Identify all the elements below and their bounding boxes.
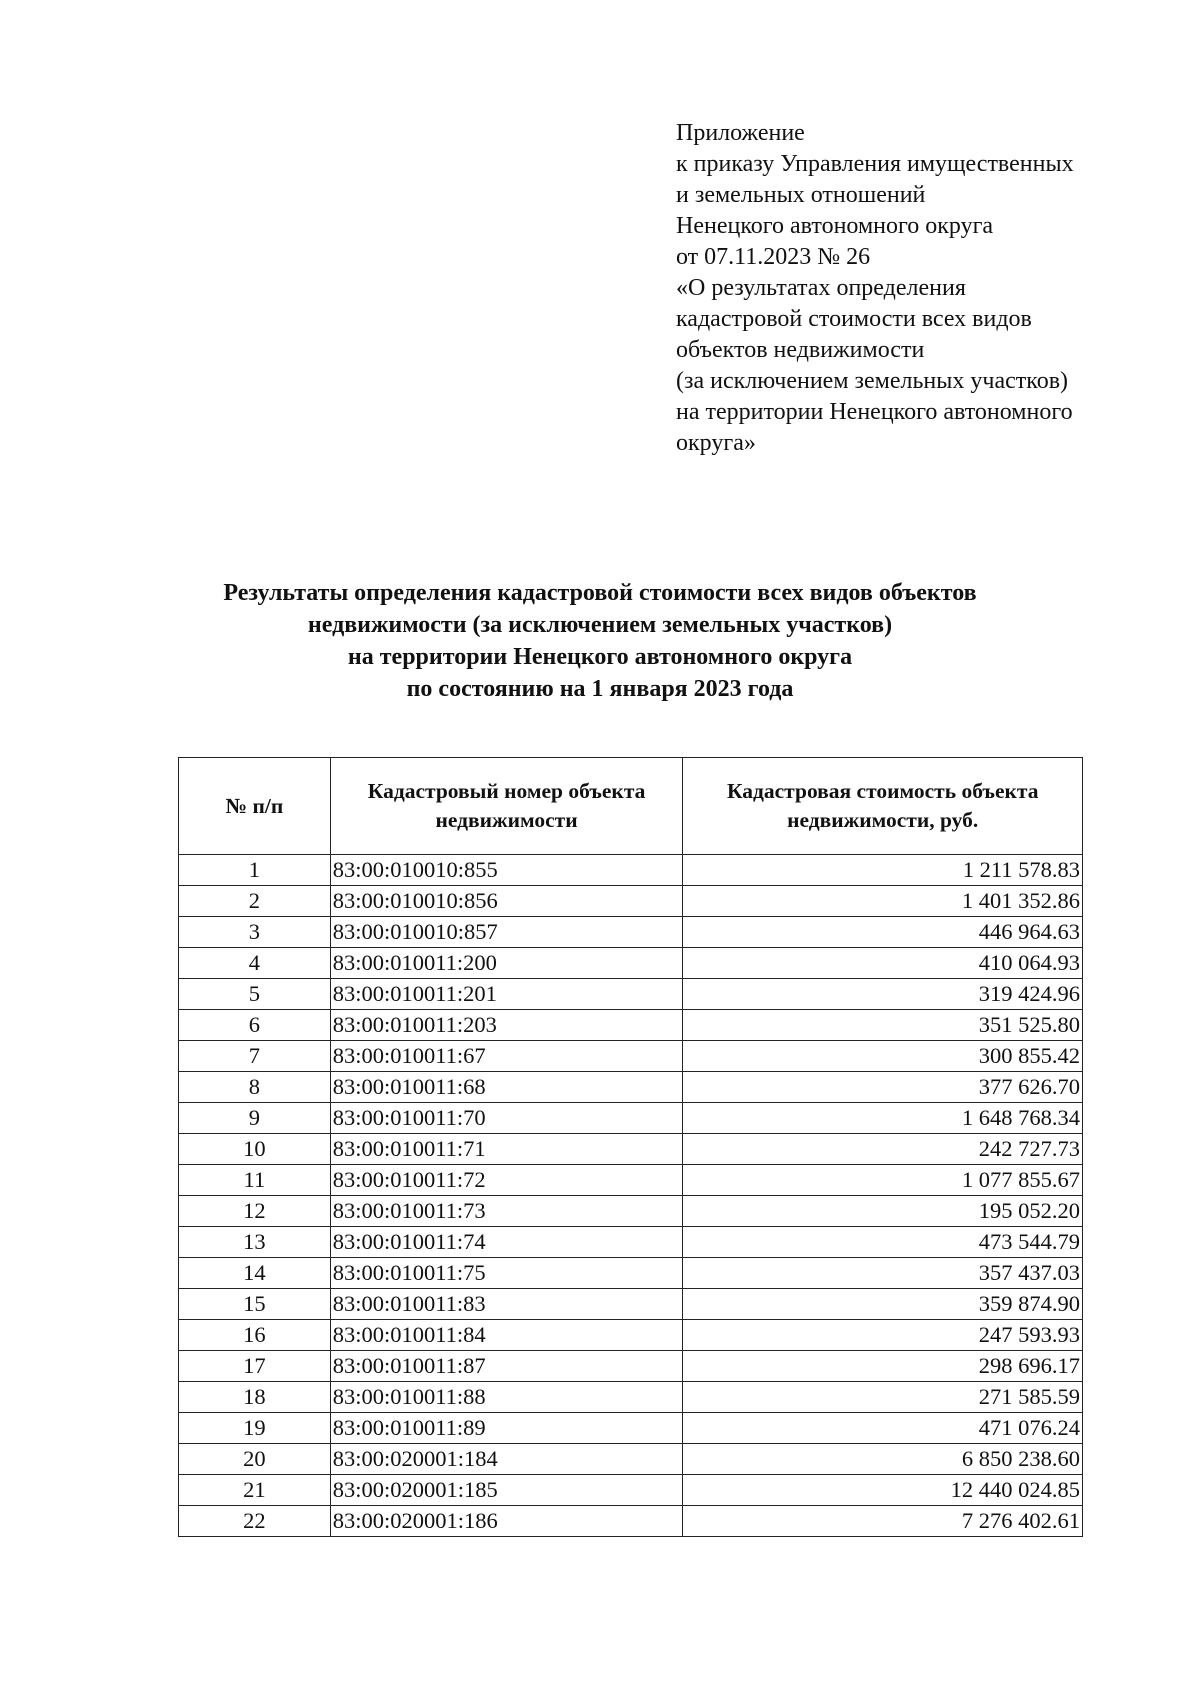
cadastral-number-cell: 83:00:010010:857 (330, 917, 683, 948)
table-row (179, 1475, 1083, 1506)
cadastral-value-cell: 1 648 768.34 (683, 1103, 1083, 1134)
appendix-line: объектов недвижимости (676, 337, 925, 363)
appendix-line: Приложение (676, 120, 805, 146)
cadastral-number-cell: 83:00:010011:75 (330, 1258, 683, 1289)
table-body (179, 855, 1083, 1537)
table-row (179, 1041, 1083, 1072)
cadastral-value-cell: 410 064.93 (683, 948, 1083, 979)
cadastral-value-cell: 357 437.03 (683, 1258, 1083, 1289)
cadastral-number-cell: 83:00:010011:68 (330, 1072, 683, 1103)
cadastral-value-cell: 351 525.80 (683, 1010, 1083, 1041)
row-number-cell: 1 (179, 855, 331, 886)
cadastral-number-cell: 83:00:010011:203 (330, 1010, 683, 1041)
table-row (179, 1382, 1083, 1413)
cadastral-number-cell: 83:00:020001:186 (330, 1506, 683, 1537)
table-row (179, 855, 1083, 886)
appendix-line: «О результатах определения (676, 275, 966, 301)
appendix-line: и земельных отношений (676, 182, 926, 208)
row-number-cell: 3 (179, 917, 331, 948)
cadastral-number-cell: 83:00:010011:89 (330, 1413, 683, 1444)
row-number-cell: 16 (179, 1320, 331, 1351)
cadastral-number-cell: 83:00:010011:200 (330, 948, 683, 979)
row-number-cell: 17 (179, 1351, 331, 1382)
appendix-line: кадастровой стоимости всех видов (676, 306, 1032, 332)
appendix-line: к приказу Управления имущественных (676, 151, 1074, 177)
row-number-cell: 7 (179, 1041, 331, 1072)
cadastral-number-cell: 83:00:010011:84 (330, 1320, 683, 1351)
table-row (179, 1010, 1083, 1041)
appendix-note (676, 118, 1156, 459)
row-number-cell: 5 (179, 979, 331, 1010)
cadastral-value-cell: 359 874.90 (683, 1289, 1083, 1320)
table-row (179, 1103, 1083, 1134)
appendix-line: на территории Ненецкого автономного (676, 399, 1073, 425)
appendix-line: (за исключением земельных участков) (676, 368, 1069, 394)
row-number-cell: 21 (179, 1475, 331, 1506)
cadastral-number-cell: 83:00:010011:71 (330, 1134, 683, 1165)
row-number-cell: 20 (179, 1444, 331, 1475)
table-row (179, 1258, 1083, 1289)
cadastral-value-cell: 319 424.96 (683, 979, 1083, 1010)
title-line: недвижимости (за исключением земельных участков) (307, 612, 893, 638)
row-number-cell: 19 (179, 1413, 331, 1444)
row-number-cell: 13 (179, 1227, 331, 1258)
row-number-cell: 12 (179, 1196, 331, 1227)
table-row (179, 917, 1083, 948)
row-number-cell: 6 (179, 1010, 331, 1041)
cadastral-value-cell: 195 052.20 (683, 1196, 1083, 1227)
appendix-line: от 07.11.2023 № 26 (676, 244, 871, 270)
title-line: на территории Ненецкого автономного округа (347, 644, 853, 670)
row-number-cell: 10 (179, 1134, 331, 1165)
cadastral-value-cell: 247 593.93 (683, 1320, 1083, 1351)
cadastral-number-cell: 83:00:010011:67 (330, 1041, 683, 1072)
cadastral-value-cell: 271 585.59 (683, 1382, 1083, 1413)
table-row (179, 1165, 1083, 1196)
row-number-cell: 9 (179, 1103, 331, 1134)
table-row (179, 1289, 1083, 1320)
row-number-cell: 14 (179, 1258, 331, 1289)
cadastral-value-cell: 446 964.63 (683, 917, 1083, 948)
row-number-cell: 22 (179, 1506, 331, 1537)
cadastral-value-cell: 471 076.24 (683, 1413, 1083, 1444)
table-row (179, 1351, 1083, 1382)
table-row (179, 1072, 1083, 1103)
cadastral-value-cell: 12 440 024.85 (683, 1475, 1083, 1506)
table-row (179, 1444, 1083, 1475)
cadastral-number-cell: 83:00:010011:87 (330, 1351, 683, 1382)
cadastral-value-table (178, 757, 1083, 1537)
table-header (179, 758, 1083, 855)
cadastral-number-cell: 83:00:010011:88 (330, 1382, 683, 1413)
cadastral-number-cell: 83:00:010010:856 (330, 886, 683, 917)
cadastral-number-cell: 83:00:010011:83 (330, 1289, 683, 1320)
table-row (179, 979, 1083, 1010)
cadastral-number-cell: 83:00:010011:74 (330, 1227, 683, 1258)
cadastral-value-cell: 242 727.73 (683, 1134, 1083, 1165)
cadastral-number-cell: 83:00:020001:185 (330, 1475, 683, 1506)
row-number-cell: 4 (179, 948, 331, 979)
cadastral-number-cell: 83:00:010010:855 (330, 855, 683, 886)
cadastral-value-cell: 6 850 238.60 (683, 1444, 1083, 1475)
cadastral-value-cell: 7 276 402.61 (683, 1506, 1083, 1537)
row-number-cell: 11 (179, 1165, 331, 1196)
cadastral-value-cell: 377 626.70 (683, 1072, 1083, 1103)
cadastral-number-cell: 83:00:020001:184 (330, 1444, 683, 1475)
row-number-cell: 15 (179, 1289, 331, 1320)
row-number-cell: 2 (179, 886, 331, 917)
table-row (179, 1506, 1083, 1537)
appendix-line: Ненецкого автономного округа (676, 213, 994, 239)
row-number-cell: 18 (179, 1382, 331, 1413)
cadastral-number-cell: 83:00:010011:72 (330, 1165, 683, 1196)
table-row (179, 1196, 1083, 1227)
table-row (179, 1413, 1083, 1444)
header-cadastral-number: Кадастровый номер объекта недвижимости (330, 758, 683, 855)
document-title (140, 577, 1060, 705)
title-line: Результаты определения кадастровой стоимости всех видов объектов (223, 580, 977, 606)
header-cadastral-value: Кадастровая стоимость объекта недвижимости, руб. (683, 758, 1083, 855)
table-row (179, 1320, 1083, 1351)
table-row (179, 1227, 1083, 1258)
cadastral-value-cell: 1 211 578.83 (683, 855, 1083, 886)
table-row (179, 948, 1083, 979)
header-row (179, 758, 1083, 855)
cadastral-number-cell: 83:00:010011:70 (330, 1103, 683, 1134)
title-line: по состоянию на 1 января 2023 года (406, 676, 794, 702)
appendix-line: округа» (676, 430, 756, 456)
cadastral-value-cell: 1 077 855.67 (683, 1165, 1083, 1196)
cadastral-number-cell: 83:00:010011:73 (330, 1196, 683, 1227)
table-row (179, 886, 1083, 917)
cadastral-value-cell: 298 696.17 (683, 1351, 1083, 1382)
table-row (179, 1134, 1083, 1165)
cadastral-number-cell: 83:00:010011:201 (330, 979, 683, 1010)
cadastral-value-cell: 1 401 352.86 (683, 886, 1083, 917)
row-number-cell: 8 (179, 1072, 331, 1103)
cadastral-value-cell: 300 855.42 (683, 1041, 1083, 1072)
cadastral-value-cell: 473 544.79 (683, 1227, 1083, 1258)
header-row-number: № п/п (179, 758, 331, 855)
